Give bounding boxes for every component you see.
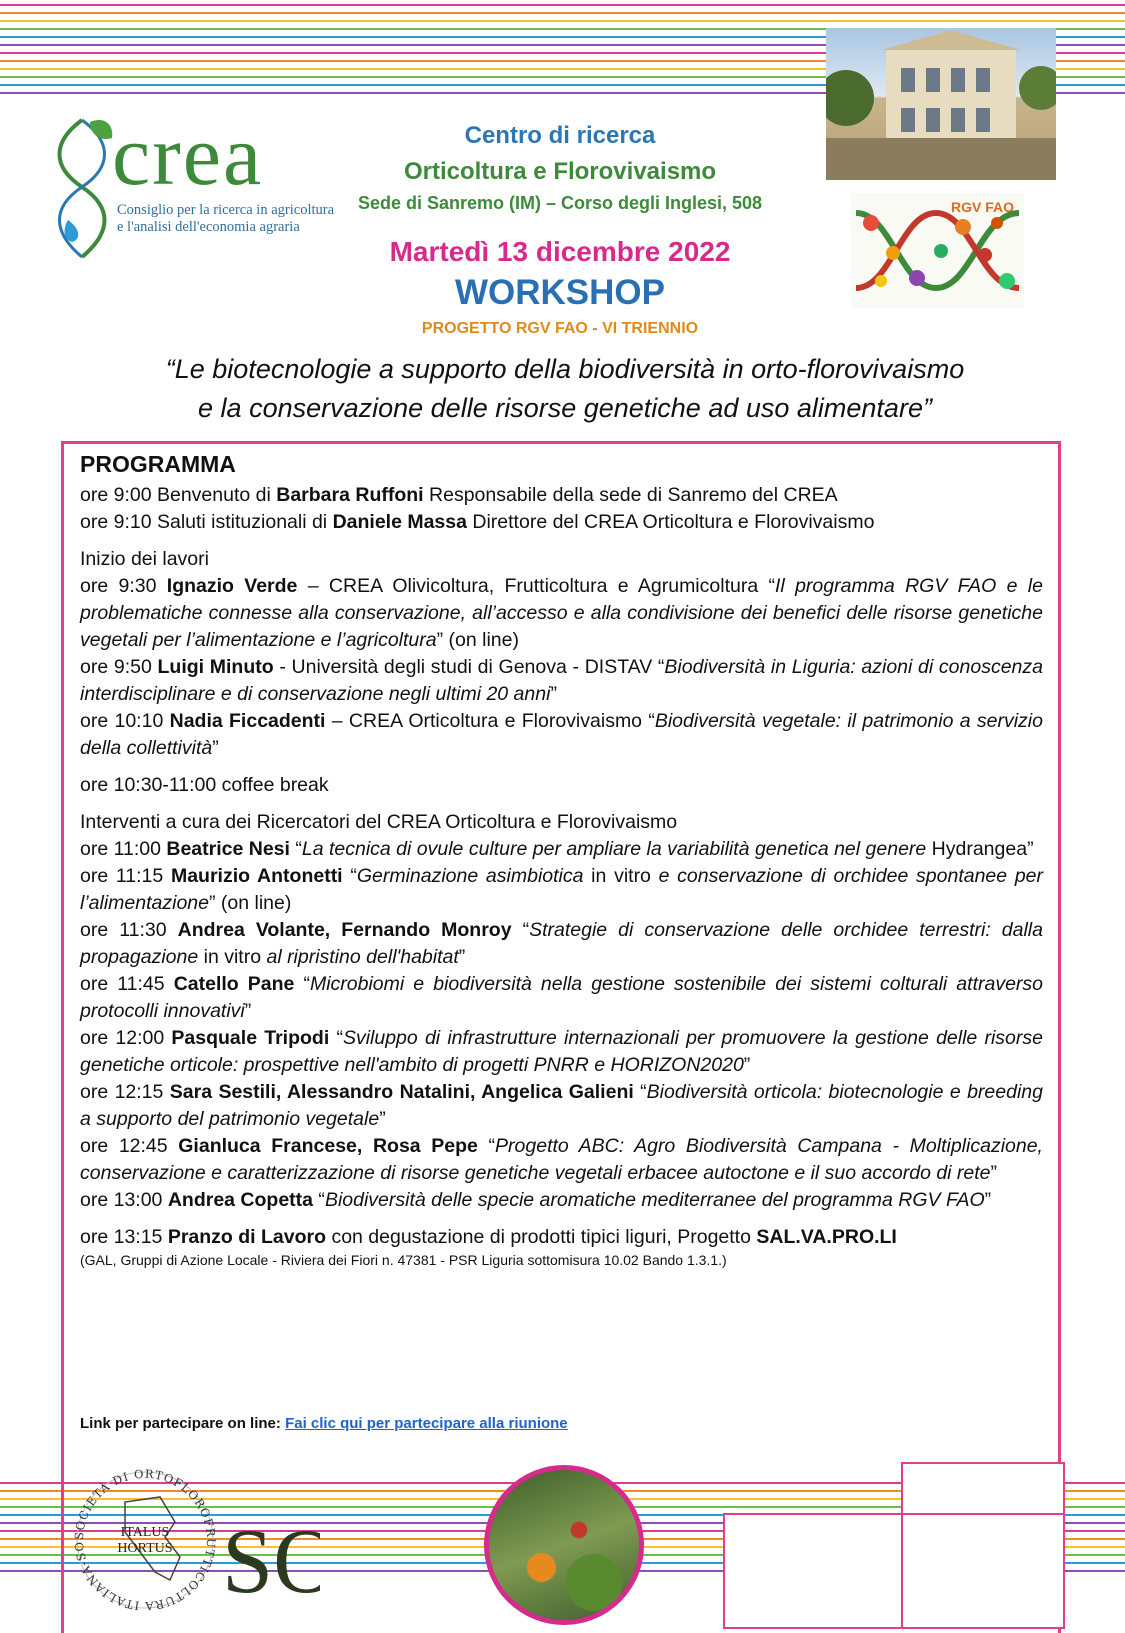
decorative-pink-box-1 bbox=[723, 1513, 905, 1629]
soi-seal-illustration bbox=[70, 1462, 320, 1617]
item-text: ” (on line) bbox=[209, 892, 292, 914]
speaker-name: Daniele Massa bbox=[332, 511, 467, 533]
programma-heading: PROGRAMMA bbox=[80, 451, 236, 477]
programma-list bbox=[80, 482, 1043, 1269]
item-text: con degustazione di prodotti tipici liguri, Progetto bbox=[326, 1226, 757, 1248]
programma-item bbox=[80, 1133, 1043, 1187]
soi-center-line-1: ITALUS bbox=[120, 1525, 170, 1540]
programma-item bbox=[80, 1079, 1043, 1133]
item-text: ore 9:30 bbox=[80, 575, 167, 597]
online-link-label: Link per partecipare on line bbox=[80, 1415, 276, 1432]
item-text: in vitro bbox=[198, 946, 267, 968]
talk-title: Sviluppo di infrastrutture internazionali per promuovere la gestione delle risorse genetiche orticole: prospettive nell'ambito di progetti PNRR e HORIZON2020 bbox=[80, 1027, 1043, 1076]
item-text: ” bbox=[458, 946, 466, 968]
item-text: – CREA Olivicoltura, Frutticoltura e Agrumicoltura “ bbox=[297, 575, 775, 597]
event-date: Martedì 13 dicembre 2022 bbox=[389, 236, 731, 267]
item-text: ore 13:15 bbox=[80, 1226, 168, 1248]
item-text: ore 11:30 bbox=[80, 919, 178, 941]
workshop-title-line-1: “Le biotecnologie a supporto della biodiversità in orto-florovivaismo bbox=[165, 354, 965, 384]
item-text: ” (on line) bbox=[436, 629, 519, 651]
workshop-heading: WORKSHOP bbox=[455, 273, 665, 312]
header-orticoltura: Orticoltura e Florovivaismo bbox=[403, 158, 717, 185]
crea-logo bbox=[42, 107, 335, 262]
item-text: “ bbox=[633, 1081, 647, 1103]
item-text: Responsabile della sede di Sanremo del CREA bbox=[423, 484, 838, 506]
item-text: Direttore del CREA Orticoltura e Florovivaismo bbox=[466, 511, 875, 533]
online-link-line bbox=[80, 1415, 568, 1432]
speaker-name: Andrea Copetta bbox=[167, 1189, 314, 1211]
decorative-pink-box-2 bbox=[901, 1462, 1065, 1517]
talk-title: e conservazione di orchidee spontanee per l’alimentazione bbox=[80, 865, 1044, 914]
villa-illustration bbox=[826, 28, 1056, 180]
vegetable-garden-photo bbox=[484, 1465, 644, 1625]
item-text: ” bbox=[244, 1000, 252, 1022]
programma-item bbox=[80, 1224, 1043, 1251]
speaker-name: SAL.VA.PRO.LI bbox=[756, 1226, 897, 1248]
programma-item bbox=[80, 546, 1043, 573]
programma-item bbox=[80, 573, 1043, 654]
item-text: ore 13:00 bbox=[80, 1189, 168, 1211]
soi-center-line-2: HORTUS bbox=[117, 1541, 173, 1556]
item-text: ” bbox=[743, 1054, 751, 1076]
rgv-fao-label: RGV FAO bbox=[950, 199, 1014, 215]
soi-ring-text: SOCIETÀ DI ORTOFLOROFRUTTICOLTURA ITALIANA-SO bbox=[71, 1466, 219, 1614]
item-text: - Università degli studi di Genova - DISTAV “ bbox=[273, 656, 665, 678]
crea-subtitle-line-2: e l'analisi dell'economia agraria bbox=[117, 219, 300, 235]
talk-title: Progetto ABC: Agro Biodiversità Campana - Moltiplicazione, conservazione e caratterizzazione di risorse genetiche vegetali erbacee autoctone e il suo accordo di rete bbox=[80, 1135, 1043, 1184]
crea-wordmark: crea bbox=[112, 107, 264, 203]
project-subtitle: PROGETTO RGV FAO - VI TRIENNIO bbox=[421, 320, 699, 337]
item-text: “ bbox=[294, 973, 310, 995]
soi-wordmark: SO bbox=[222, 1510, 320, 1612]
speaker-name: Catello Pane bbox=[173, 973, 295, 995]
item-text: ” bbox=[379, 1108, 386, 1130]
item-text: ore 11:00 bbox=[80, 838, 167, 860]
speaker-name: Pasquale Tripodi bbox=[171, 1027, 330, 1049]
speaker-name: Maurizio Antonetti bbox=[170, 865, 343, 887]
talk-title: Biodiversità orticola: biotecnologie e breeding a supporto del patrimonio vegetale bbox=[80, 1081, 1043, 1130]
villa-photo bbox=[826, 28, 1056, 180]
soi-logo bbox=[70, 1462, 320, 1617]
item-text: ore 9:50 bbox=[80, 656, 158, 678]
item-text: ore 11:15 bbox=[80, 865, 171, 887]
item-text: ore 9:00 Benvenuto di bbox=[80, 484, 277, 506]
speaker-name: Sara Sestili, Alessandro Natalini, Angelica Galieni bbox=[169, 1081, 634, 1103]
talk-title: Il programma RGV FAO e le problematiche connesse alla conservazione, all’accesso e alla condivisione dei benefici delle risorse genetiche vegetali per l’alimentazione e l’agricoltura bbox=[80, 575, 1043, 651]
join-meeting-link[interactable]: Fai clic qui per partecipare alla riunione bbox=[285, 1415, 568, 1432]
programma-item bbox=[80, 708, 1043, 762]
item-text: Interventi a cura dei Ricercatori del CREA Orticoltura e Florovivaismo bbox=[80, 811, 678, 833]
programma-item bbox=[80, 971, 1043, 1025]
speaker-name: Ignazio Verde bbox=[166, 575, 298, 597]
workshop-title-line-2: e la conservazione delle risorse genetiche ad uso alimentare” bbox=[198, 393, 932, 423]
item-text: “ bbox=[289, 838, 302, 860]
speaker-name: Andrea Volante, Fernando Monroy bbox=[177, 919, 512, 941]
item-text: Inizio dei lavori bbox=[80, 548, 209, 570]
crea-leaf-helix-icon bbox=[42, 112, 122, 262]
programma-item bbox=[80, 482, 1043, 509]
header-sede: Sede di Sanremo (IM) – Corso degli Inglesi, 508 bbox=[357, 193, 763, 213]
item-text: – CREA Orticoltura e Florovivaismo “ bbox=[325, 710, 655, 732]
item-text: “ bbox=[329, 1027, 343, 1049]
item-text: ore 12:45 bbox=[80, 1135, 179, 1157]
programma-item bbox=[80, 836, 1043, 863]
programma-item bbox=[80, 1025, 1043, 1079]
item-text: ” bbox=[990, 1162, 998, 1184]
speaker-name: Pranzo di Lavoro bbox=[167, 1226, 327, 1248]
speaker-name: Nadia Ficcadenti bbox=[169, 710, 326, 732]
programma-item bbox=[80, 809, 1043, 836]
talk-title: Microbiomi e biodiversità nella gestione sostenibile dei sistemi colturali attraverso protocolli innovativi bbox=[80, 973, 1044, 1022]
speaker-name: Beatrice Nesi bbox=[166, 838, 290, 860]
item-text: (GAL, Gruppi di Azione Locale - Riviera dei Fiori n. 47381 - PSR Liguria sottomisura 10.02 Bando 1.3.1.) bbox=[80, 1252, 727, 1268]
header-centro: Centro di ricerca bbox=[464, 122, 656, 149]
programma-item bbox=[80, 1187, 1043, 1214]
item-text: “ bbox=[342, 865, 357, 887]
talk-title: Germinazione asimbiotica bbox=[356, 865, 584, 887]
programma-item bbox=[80, 863, 1043, 917]
rgv-fao-image bbox=[851, 193, 1024, 308]
item-text: ” bbox=[550, 683, 557, 705]
programma-item bbox=[80, 654, 1043, 708]
programma-item bbox=[80, 917, 1043, 971]
stripe bbox=[0, 20, 1125, 22]
item-text: ” bbox=[984, 1189, 992, 1211]
item-text: ore 11:45 bbox=[80, 973, 174, 995]
crea-subtitle-line-1: Consiglio per la ricerca in agricoltura bbox=[117, 202, 335, 218]
item-text: ore 10:10 bbox=[80, 710, 170, 732]
talk-title: Biodiversità delle specie aromatiche mediterranee del programma RGV FAO bbox=[324, 1189, 985, 1211]
stripe bbox=[0, 4, 1125, 6]
item-text: ore 10:30-11:00 coffee break bbox=[80, 774, 329, 796]
speaker-name: Luigi Minuto bbox=[157, 656, 274, 678]
item-text: ” bbox=[212, 737, 219, 759]
programma-item bbox=[80, 509, 1043, 536]
item-text: ore 12:15 bbox=[80, 1081, 170, 1103]
item-text: “ bbox=[511, 919, 530, 941]
talk-title: Strategie di conservazione delle orchidee terrestri: dalla propagazione bbox=[80, 919, 1043, 968]
item-text: ore 12:00 bbox=[80, 1027, 172, 1049]
stripe bbox=[0, 12, 1125, 14]
talk-title: al ripristino dell'habitat bbox=[266, 946, 459, 968]
talk-title: Biodiversità in Liguria: azioni di conoscenza interdisciplinare e di conservazione negli ultimi 20 anni bbox=[80, 656, 1043, 705]
talk-title: La tecnica di ovule culture per ampliare la variabilità genetica nel genere bbox=[301, 838, 927, 860]
talk-title: Biodiversità vegetale: il patrimonio a servizio della collettività bbox=[80, 710, 1043, 759]
item-text: ore 9:10 Saluti istituzionali di bbox=[80, 511, 333, 533]
item-text: in vitro bbox=[583, 865, 659, 887]
programma-item bbox=[80, 772, 1043, 799]
item-text: “ bbox=[477, 1135, 496, 1157]
online-link-separator: : bbox=[275, 1415, 286, 1432]
item-text: Hydrangea” bbox=[926, 838, 1034, 860]
speaker-name: Gianluca Francese, Rosa Pepe bbox=[178, 1135, 478, 1157]
item-text: “ bbox=[313, 1189, 325, 1211]
speaker-name: Barbara Ruffoni bbox=[276, 484, 424, 506]
decorative-pink-box-3 bbox=[901, 1513, 1065, 1629]
programma-item bbox=[80, 1251, 1043, 1269]
